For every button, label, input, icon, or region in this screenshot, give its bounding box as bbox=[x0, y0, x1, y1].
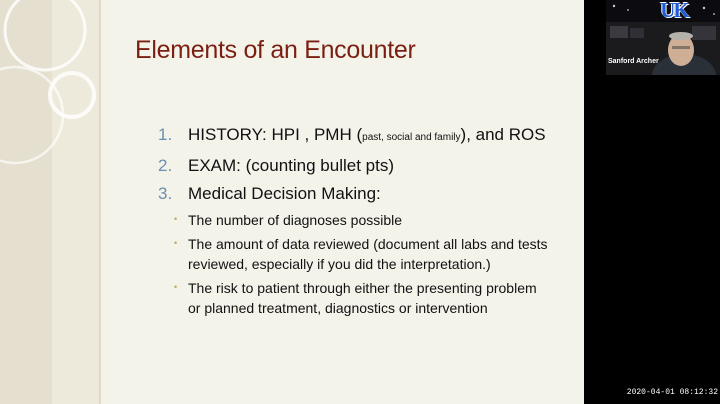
bullet-icon: • bbox=[174, 214, 178, 224]
list-item-mdm bbox=[158, 180, 578, 208]
slide-decoration bbox=[0, 0, 110, 404]
list-number: 3. bbox=[158, 184, 173, 203]
list-text-small: past, social and family bbox=[362, 132, 461, 143]
list-text: HISTORY: HPI , PMH ( bbox=[188, 125, 363, 144]
encounter-list bbox=[158, 121, 578, 318]
bullet-icon: • bbox=[174, 282, 178, 292]
list-text-suffix: ), and ROS bbox=[460, 125, 546, 144]
list-number: 2. bbox=[158, 156, 173, 175]
sub-item bbox=[174, 278, 548, 318]
participant-name: Sanford Archer bbox=[608, 58, 659, 65]
list-text: Medical Decision Making: bbox=[188, 184, 381, 203]
list-item-history bbox=[158, 121, 578, 152]
participant-video[interactable] bbox=[606, 0, 720, 75]
sub-item-text: The risk to patient through either the presenting problem or planned treatment, diagnostics or intervention bbox=[188, 280, 537, 316]
bullet-icon: • bbox=[174, 238, 178, 248]
list-text: EXAM: (counting bullet pts) bbox=[188, 156, 394, 175]
sub-item-text: The amount of data reviewed (document all labs and tests reviewed, especially if you did the interpretation.) bbox=[188, 236, 548, 272]
sub-item-text: The number of diagnoses possible bbox=[188, 212, 403, 228]
sub-item bbox=[174, 210, 548, 230]
recording-timestamp: 2020-04-01 08:12:32 bbox=[626, 388, 718, 397]
list-item-exam bbox=[158, 152, 578, 180]
team-logo: UK bbox=[660, 0, 688, 22]
list-number: 1. bbox=[158, 125, 173, 144]
slide-title: Elements of an Encounter bbox=[135, 36, 416, 64]
sub-item bbox=[174, 234, 548, 274]
